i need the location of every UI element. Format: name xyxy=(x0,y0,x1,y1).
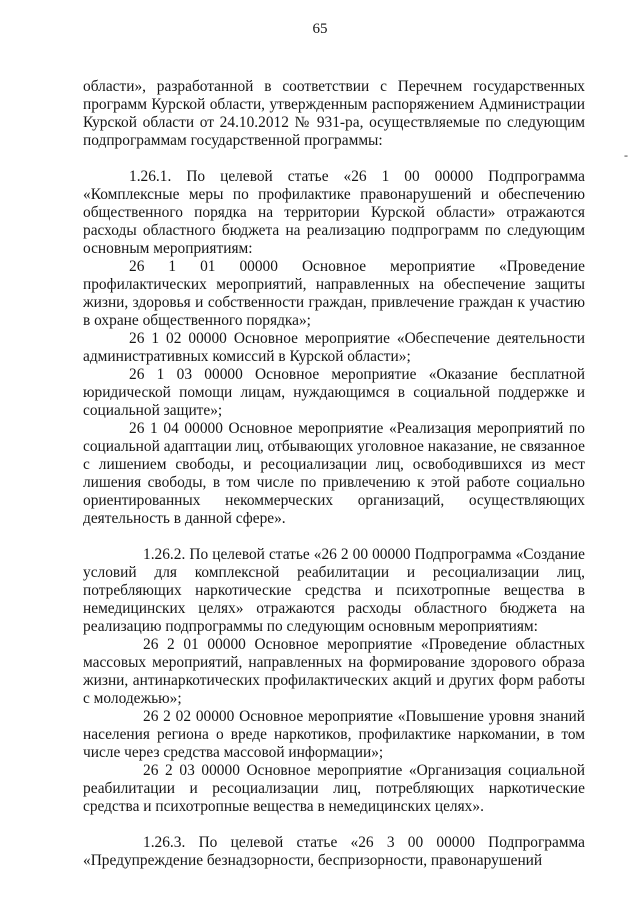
paragraph: 1.26.3. По целевой статье «26 3 00 00000 Подпрограмма «Предупреждение безнадзорности, беспризорности, правонарушений xyxy=(83,834,585,869)
paragraph: 26 1 04 00000 Основное мероприятие «Реализация мероприятий по социальной адаптации лиц, отбывающих уголовное наказание, не связанное с лишением свободы, и ресоциализации лиц, освободившихся из мест лишения свободы, в том числе по привлечению к этой работе социально ориентированных некоммерческих организаций, осуществляющих деятельность в данной сфере». xyxy=(83,420,585,527)
paragraph: 26 2 02 00000 Основное мероприятие «Повышение уровня знаний населения региона о вреде наркотиков, профилактике наркомании, в том числе через средства массовой информации»; xyxy=(83,708,585,761)
paragraph: 26 1 02 00000 Основное мероприятие «Обеспечение деятельности административных комиссий в Курской области»; xyxy=(83,330,585,365)
paragraph: 1.26.1. По целевой статье «26 1 00 00000 Подпрограмма «Комплексные меры по профилактике правонарушений и обеспечению общественного порядка на территории Курской области» отражаются расходы областного бюджета на реализацию подпрограмм по следующим основным мероприятиям: xyxy=(83,168,585,257)
paragraph: 26 1 01 00000 Основное мероприятие «Проведение профилактических мероприятий, направленных на обеспечение защиты жизни, здоровья и собственности граждан, привлечение граждан к участию в охране общественного порядка»; xyxy=(83,258,585,329)
paragraph: 1.26.2. По целевой статье «26 2 00 00000 Подпрограмма «Создание условий для комплексной реабилитации и ресоциализации лиц, потребляющих наркотические средства и психотропные вещества в немедицинских целях» отражаются расходы областного бюджета на реализацию подпрограммы по следующим основным мероприятиям: xyxy=(83,546,585,635)
paragraph: 26 2 01 00000 Основное мероприятие «Проведение областных массовых мероприятий, направленных на формирование здорового образа жизни, антинаркотических профилактических акций и других форм работы с молодежью»; xyxy=(83,636,585,707)
document-body xyxy=(83,78,585,870)
paragraph: 26 2 03 00000 Основное мероприятие «Организация социальной реабилитации и ресоциализации лиц, потребляющих наркотические средства и психотропные вещества в немедицинских целях». xyxy=(83,762,585,815)
paragraph: 26 1 03 00000 Основное мероприятие «Оказание бесплатной юридической помощи лицам, нуждающимся в социальной поддержке и социальной защите»; xyxy=(83,366,585,419)
paragraph: области», разработанной в соответствии с Перечнем государственных программ Курской области, утвержденным распоряжением Администрации Курской области от 24.10.2012 № 931-ра, осуществляемые по следующим подпрограммам государственной программы: xyxy=(83,78,585,149)
edge-mark: - xyxy=(624,148,628,162)
page-number: 65 xyxy=(312,21,328,37)
